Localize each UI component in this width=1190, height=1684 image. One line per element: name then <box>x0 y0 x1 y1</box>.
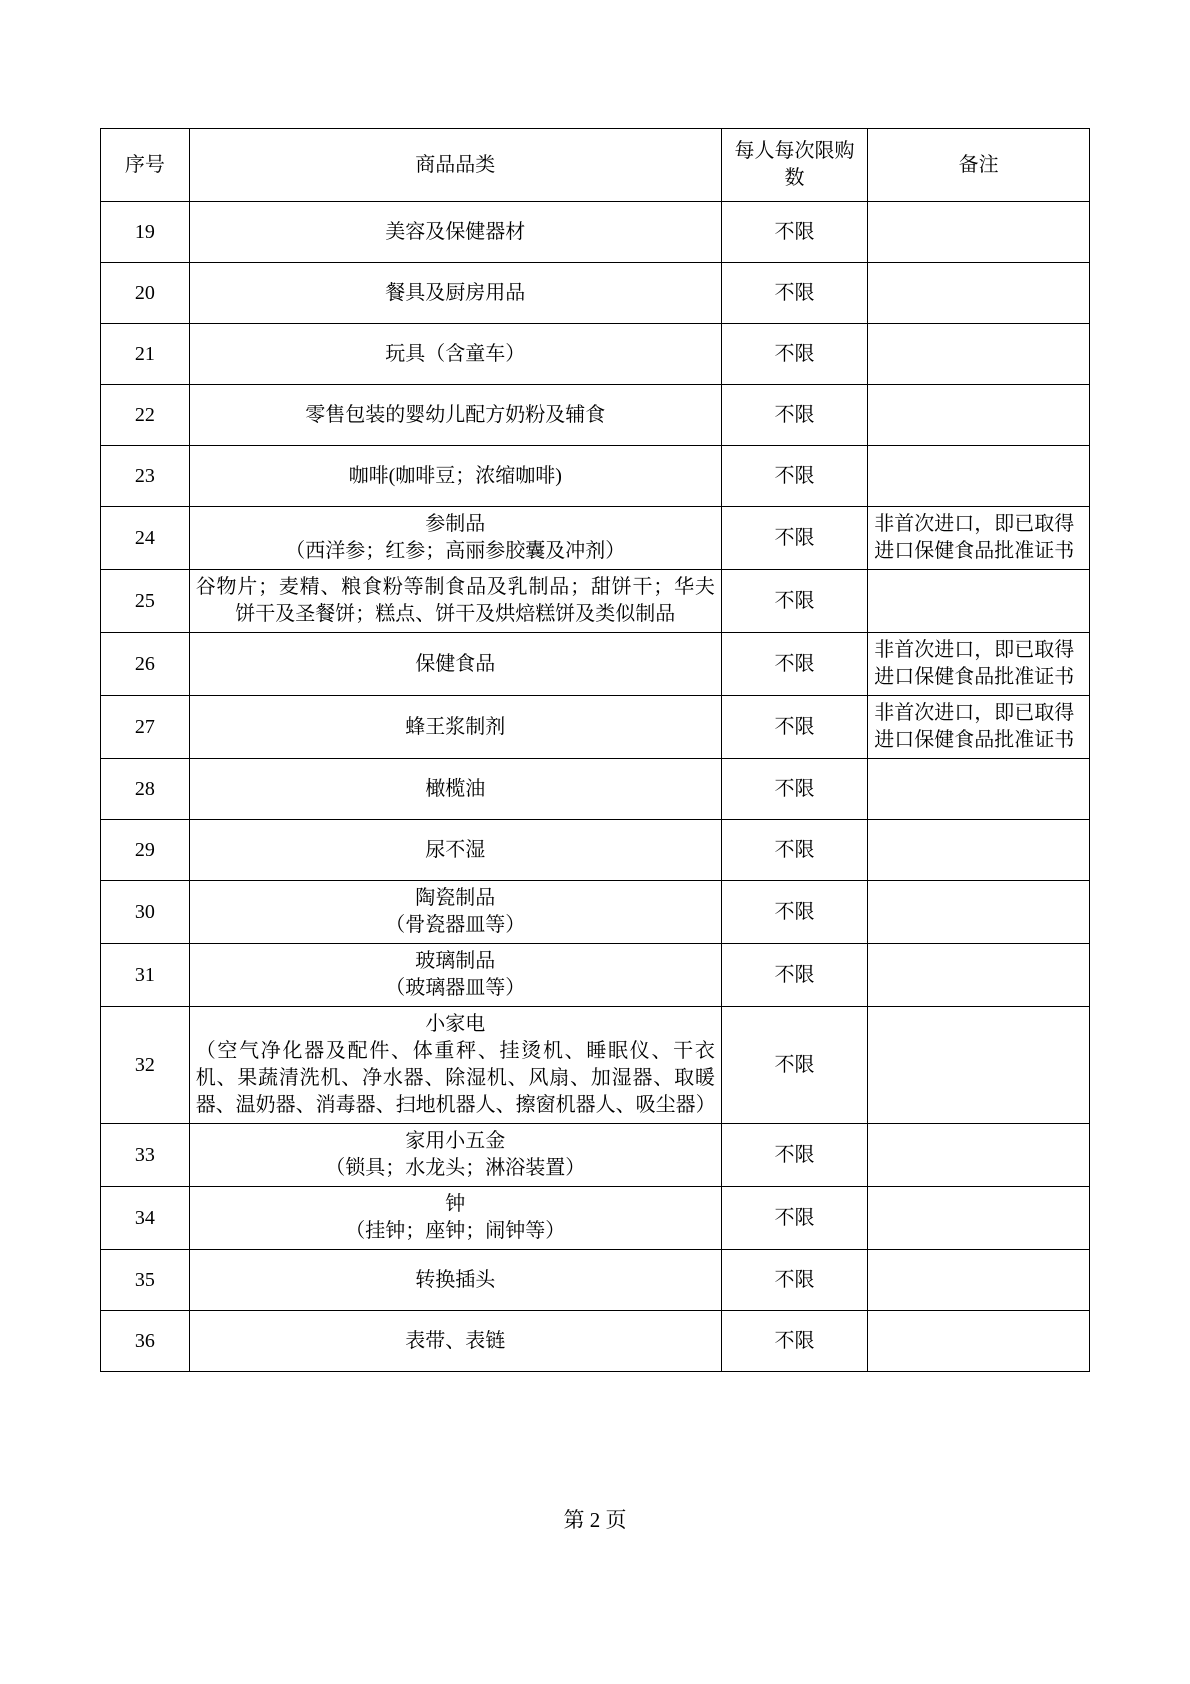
cell-limit: 不限 <box>721 570 867 633</box>
cell-seq: 24 <box>101 507 190 570</box>
table-row <box>101 944 1090 1007</box>
table-row <box>101 324 1090 385</box>
cell-limit: 不限 <box>721 507 867 570</box>
category-line: 零售包装的婴幼儿配方奶粉及辅食 <box>305 403 606 426</box>
cell-seq: 21 <box>101 324 190 385</box>
cell-note <box>868 759 1090 820</box>
category-line: 参制品 <box>425 513 486 535</box>
category-line: 小家电 <box>425 1013 486 1035</box>
cell-limit: 不限 <box>721 446 867 507</box>
cell-note <box>868 944 1090 1007</box>
cell-note <box>868 263 1090 324</box>
cell-seq: 31 <box>101 944 190 1007</box>
cell-note <box>868 1007 1090 1124</box>
cell-limit: 不限 <box>721 263 867 324</box>
cell-limit: 不限 <box>721 944 867 1007</box>
cell-category <box>189 696 721 759</box>
table-body <box>101 202 1090 1372</box>
column-header-limit: 每人每次限购数 <box>721 129 867 202</box>
category-line: 保健食品 <box>415 652 496 675</box>
category-line: 橄榄油 <box>425 777 486 800</box>
cell-note: 非首次进口，即已取得进口保健食品批准证书 <box>868 696 1090 759</box>
cell-category <box>189 446 721 507</box>
category-line: （挂钟；座钟；闹钟等） <box>345 1220 566 1242</box>
cell-note <box>868 820 1090 881</box>
cell-note <box>868 1187 1090 1250</box>
cell-note <box>868 881 1090 944</box>
category-line: 转换插头 <box>415 1268 496 1291</box>
table-row <box>101 881 1090 944</box>
cell-seq: 20 <box>101 263 190 324</box>
category-line: （西洋参；红参；高丽参胶囊及冲剂） <box>285 540 626 562</box>
cell-seq: 33 <box>101 1124 190 1187</box>
table-row <box>101 1311 1090 1372</box>
cell-note: 非首次进口，即已取得进口保健食品批准证书 <box>868 507 1090 570</box>
cell-seq: 34 <box>101 1187 190 1250</box>
cell-category <box>189 324 721 385</box>
cell-limit: 不限 <box>721 1250 867 1311</box>
category-line: 尿不湿 <box>425 838 486 861</box>
cell-note <box>868 1311 1090 1372</box>
cell-limit: 不限 <box>721 1007 867 1124</box>
cell-category <box>189 507 721 570</box>
cell-category <box>189 570 721 633</box>
cell-category <box>189 1250 721 1311</box>
cell-seq: 32 <box>101 1007 190 1124</box>
cell-category <box>189 1007 721 1124</box>
cell-category <box>189 820 721 881</box>
cell-seq: 27 <box>101 696 190 759</box>
cell-limit: 不限 <box>721 1311 867 1372</box>
cell-limit: 不限 <box>721 1187 867 1250</box>
cell-seq: 23 <box>101 446 190 507</box>
cell-limit: 不限 <box>721 881 867 944</box>
cell-category <box>189 633 721 696</box>
cell-note <box>868 570 1090 633</box>
cell-note <box>868 202 1090 263</box>
cell-seq: 28 <box>101 759 190 820</box>
table-row <box>101 507 1090 570</box>
cell-note: 非首次进口，即已取得进口保健食品批准证书 <box>868 633 1090 696</box>
cell-note <box>868 324 1090 385</box>
table-row <box>101 385 1090 446</box>
table-row <box>101 446 1090 507</box>
cell-limit: 不限 <box>721 1124 867 1187</box>
cell-note <box>868 385 1090 446</box>
category-line: 家用小五金 <box>405 1130 506 1152</box>
cell-seq: 29 <box>101 820 190 881</box>
category-line: （空气净化器及配件、体重秤、挂烫机、睡眠仪、干衣机、果蔬清洗机、净水器、除湿机、风扇、加湿器、取暖器、温奶器、消毒器、扫地机器人、擦窗机器人、吸尘器） <box>195 1040 716 1116</box>
table-row <box>101 759 1090 820</box>
cell-category <box>189 1311 721 1372</box>
cell-seq: 36 <box>101 1311 190 1372</box>
page-footer: 第 2 页 <box>563 1508 627 1532</box>
cell-note <box>868 1124 1090 1187</box>
table-row <box>101 696 1090 759</box>
cell-category <box>189 944 721 1007</box>
category-line: 钟 <box>445 1193 466 1215</box>
table-row <box>101 1187 1090 1250</box>
cell-note <box>868 1250 1090 1311</box>
category-line: 美容及保健器材 <box>385 220 526 243</box>
category-line: 陶瓷制品 <box>415 887 496 909</box>
column-header-category: 商品品类 <box>189 129 721 202</box>
cell-limit: 不限 <box>721 202 867 263</box>
cell-category <box>189 881 721 944</box>
column-header-note: 备注 <box>868 129 1090 202</box>
cell-category <box>189 759 721 820</box>
category-line: 谷物片；麦精、粮食粉等制食品及乳制品；甜饼干；华夫饼干及圣餐饼；糕点、饼干及烘焙糕饼及类似制品 <box>195 576 715 625</box>
table-header-row <box>101 129 1090 202</box>
cell-seq: 26 <box>101 633 190 696</box>
category-line: （玻璃器皿等） <box>385 977 526 999</box>
cell-seq: 19 <box>101 202 190 263</box>
table-row <box>101 820 1090 881</box>
category-line: 餐具及厨房用品 <box>385 281 526 304</box>
table-row <box>101 263 1090 324</box>
cell-note <box>868 446 1090 507</box>
category-line: 蜂王浆制剂 <box>405 715 506 738</box>
table-row <box>101 633 1090 696</box>
category-line: 玩具（含童车） <box>385 342 526 365</box>
category-line: 表带、表链 <box>405 1329 506 1352</box>
category-line: （骨瓷器皿等） <box>385 914 526 936</box>
cell-category <box>189 202 721 263</box>
cell-limit: 不限 <box>721 324 867 385</box>
cell-limit: 不限 <box>721 820 867 881</box>
cell-category <box>189 1124 721 1187</box>
category-line: 咖啡(咖啡豆；浓缩咖啡) <box>348 464 562 487</box>
category-line: 玻璃制品 <box>415 950 496 972</box>
table-row <box>101 1007 1090 1124</box>
cell-seq: 25 <box>101 570 190 633</box>
table-header <box>101 129 1090 202</box>
table-row <box>101 570 1090 633</box>
cell-category <box>189 1187 721 1250</box>
category-line: （锁具；水龙头；淋浴装置） <box>325 1157 586 1179</box>
cell-category <box>189 385 721 446</box>
cell-category <box>189 263 721 324</box>
cell-seq: 30 <box>101 881 190 944</box>
cell-seq: 35 <box>101 1250 190 1311</box>
cell-limit: 不限 <box>721 633 867 696</box>
cell-limit: 不限 <box>721 696 867 759</box>
goods-limit-table <box>100 128 1090 1372</box>
cell-limit: 不限 <box>721 385 867 446</box>
cell-seq: 22 <box>101 385 190 446</box>
table-row <box>101 1250 1090 1311</box>
table-row <box>101 1124 1090 1187</box>
table-row <box>101 202 1090 263</box>
cell-limit: 不限 <box>721 759 867 820</box>
column-header-seq: 序号 <box>101 129 190 202</box>
